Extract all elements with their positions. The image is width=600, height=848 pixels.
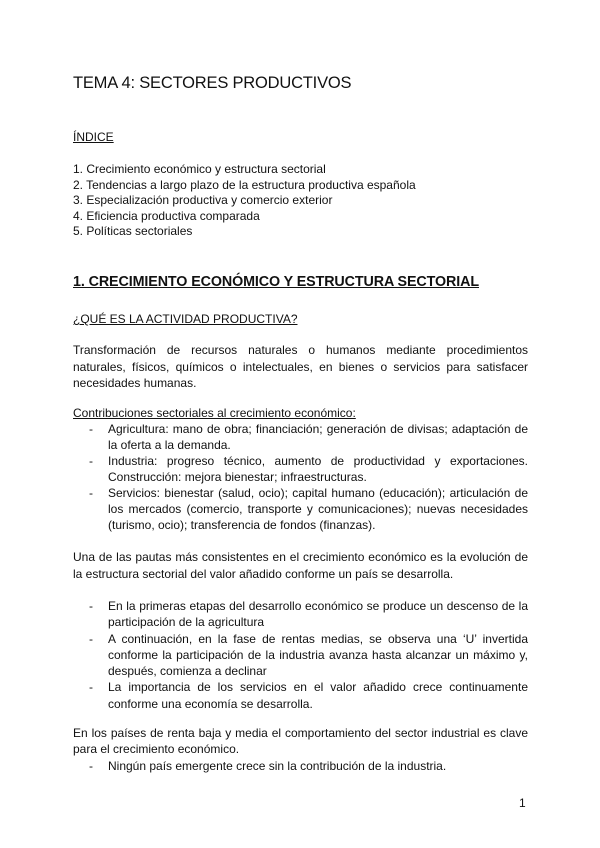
dash-bullet: - — [89, 631, 93, 646]
index-label: ÍNDICE — [73, 130, 114, 144]
dash-bullet: - — [89, 759, 93, 773]
contributions-list — [73, 421, 528, 533]
list-item-text: Ningún país emergente crece sin la contribución de la industria. — [108, 759, 447, 773]
toc-item: 3. Especialización productiva y comercio exterior — [73, 193, 333, 207]
list-item — [73, 453, 528, 485]
dash-bullet: - — [89, 680, 93, 695]
list-item-text: Servicios: bienestar (salud, ocio); capital humano (educación); articulación de los mercados (comercio, transporte y comunicaciones); nuevas necesidades (turismo, ocio); transferencia de fondos (finanzas). — [108, 486, 528, 532]
toc-item: 5. Políticas sectoriales — [73, 224, 193, 238]
list-item-text: La importancia de los servicios en el valor añadido crece continuamente conforme una economía se desarrolla. — [108, 680, 528, 711]
list-item — [73, 679, 528, 712]
subheading: ¿QUÉ ES LA ACTIVIDAD PRODUCTIVA? — [73, 312, 298, 326]
contributions-heading: Contribuciones sectoriales al crecimiento económico: — [73, 406, 356, 420]
list-item-text: En la primeras etapas del desarrollo económico se produce un descenso de la participación de la agricultura — [108, 599, 528, 630]
dash-bullet: - — [89, 486, 93, 500]
toc-item: 4. Eficiencia productiva comparada — [73, 208, 260, 223]
list-item — [73, 758, 528, 774]
industry-paragraph: En los países de renta baja y media el comportamiento del sector industrial es clave para el crecimiento económico. — [73, 726, 528, 756]
document-title: TEMA 4: SECTORES PRODUCTIVOS — [73, 74, 352, 92]
section-heading: 1. CRECIMIENTO ECONÓMICO Y ESTRUCTURA SECTORIAL — [73, 274, 479, 290]
toc-item: 1. Crecimiento económico y estructura sectorial — [73, 162, 326, 176]
list-item-text: A continuación, en la fase de rentas medias, se observa una ‘U’ invertida conforme la participación de la industria avanza hasta alcanzar un máximo y, después, comienza a declinar — [108, 631, 528, 679]
list-item — [73, 631, 528, 680]
dash-bullet: - — [89, 454, 93, 468]
industry-list — [73, 758, 528, 774]
dash-bullet: - — [89, 599, 93, 613]
page-number: 1 — [519, 796, 526, 810]
list-item-text: Agricultura: mano de obra; financiación; generación de divisas; adaptación de la oferta a la demanda. — [108, 422, 528, 452]
list-item — [73, 485, 528, 533]
list-item — [73, 598, 528, 631]
table-of-contents — [73, 162, 416, 240]
list-item — [73, 421, 528, 453]
list-item-text: Industria: progreso técnico, aumento de productividad y exportaciones. Construcción: mejora bienestar; infraestructuras. — [108, 454, 528, 484]
definition-paragraph: Transformación de recursos naturales o humanos mediante procedimientos naturales, físicos, químicos o intelectuales, en bienes o servicios para satisfacer necesidades humanas. — [73, 343, 528, 390]
dash-bullet: - — [89, 422, 93, 436]
pattern-paragraph: Una de las pautas más consistentes en el crecimiento económico es la evolución de la estructura sectorial del valor añadido conforme un país se desarrolla. — [73, 550, 528, 581]
toc-item: 2. Tendencias a largo plazo de la estructura productiva española — [73, 177, 416, 192]
patterns-list — [73, 598, 528, 712]
